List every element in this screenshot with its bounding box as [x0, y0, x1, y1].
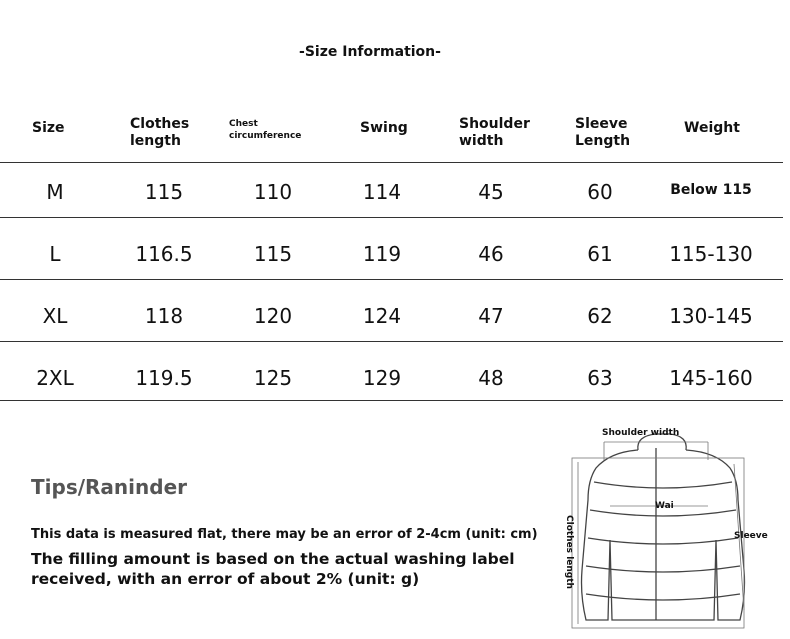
- cell-weight: Below 115: [670, 182, 752, 198]
- table-divider: [0, 400, 783, 401]
- cell-swing: 114: [362, 180, 402, 204]
- header-size: Size: [32, 120, 65, 136]
- diagram-clothes-length-line2: length: [564, 556, 574, 589]
- cell-size: XL: [42, 304, 68, 328]
- tips-title: Tips/Raninder: [31, 475, 187, 499]
- header-weight: Weight: [684, 120, 740, 136]
- diagram-label-clothes-length: [564, 515, 574, 589]
- page-title: -Size Information-: [299, 44, 441, 60]
- diagram-label-sleeve: Sleeve: [734, 531, 768, 541]
- cell-chest: 115: [253, 242, 293, 266]
- tip-filling: The filling amount is based on the actual washing label received, with an error of about 2% (unit: g): [31, 550, 515, 588]
- table-divider: [0, 217, 783, 218]
- jacket-measurement-diagram: [548, 420, 783, 635]
- cell-swing: 119: [362, 242, 402, 266]
- cell-weight: 145-160: [669, 366, 753, 390]
- cell-weight: 115-130: [669, 242, 753, 266]
- cell-shoulder: 47: [478, 304, 504, 328]
- header-shoulder: [459, 116, 530, 150]
- header-clothes-length-line2: length: [130, 133, 181, 149]
- diagram-clothes-length-line1: Clothes: [564, 515, 574, 554]
- cell-sleeve: 62: [587, 304, 613, 328]
- header-clothes-length: [130, 116, 189, 150]
- cell-clothes-length: 118: [144, 304, 184, 328]
- header-swing: Swing: [360, 120, 408, 136]
- cell-size: 2XL: [36, 366, 74, 390]
- header-sleeve: [575, 116, 630, 150]
- header-shoulder-line2: width: [459, 133, 504, 149]
- cell-shoulder: 46: [478, 242, 504, 266]
- cell-sleeve: 60: [587, 180, 613, 204]
- tip-measurement: This data is measured flat, there may be an error of 2-4cm (unit: cm): [31, 527, 538, 542]
- cell-shoulder: 45: [478, 180, 504, 204]
- cell-sleeve: 63: [587, 366, 613, 390]
- cell-weight: 130-145: [669, 304, 753, 328]
- cell-chest: 120: [253, 304, 293, 328]
- cell-size: L: [49, 242, 61, 266]
- cell-chest: 110: [253, 180, 293, 204]
- table-divider: [0, 279, 783, 280]
- header-chest-line2: circumference: [229, 131, 302, 141]
- diagram-label-wai: Wai: [655, 501, 674, 511]
- jacket-outline-icon: [548, 420, 783, 635]
- header-chest: [229, 118, 301, 142]
- cell-clothes-length: 116.5: [135, 242, 193, 266]
- cell-swing: 124: [362, 304, 402, 328]
- cell-sleeve: 61: [587, 242, 613, 266]
- cell-shoulder: 48: [478, 366, 504, 390]
- header-shoulder-line1: Shoulder: [459, 116, 530, 132]
- header-clothes-length-line1: Clothes: [130, 116, 190, 132]
- table-divider: [0, 341, 783, 342]
- cell-chest: 125: [253, 366, 293, 390]
- cell-size: M: [46, 180, 64, 204]
- header-chest-line1: Chest: [229, 119, 258, 129]
- header-sleeve-line1: Sleeve: [575, 116, 628, 132]
- diagram-label-shoulder-width: Shoulder width: [602, 428, 680, 438]
- table-divider: [0, 162, 783, 163]
- cell-swing: 129: [362, 366, 402, 390]
- cell-clothes-length: 115: [144, 180, 184, 204]
- header-sleeve-line2: Length: [575, 133, 631, 149]
- cell-clothes-length: 119.5: [135, 366, 193, 390]
